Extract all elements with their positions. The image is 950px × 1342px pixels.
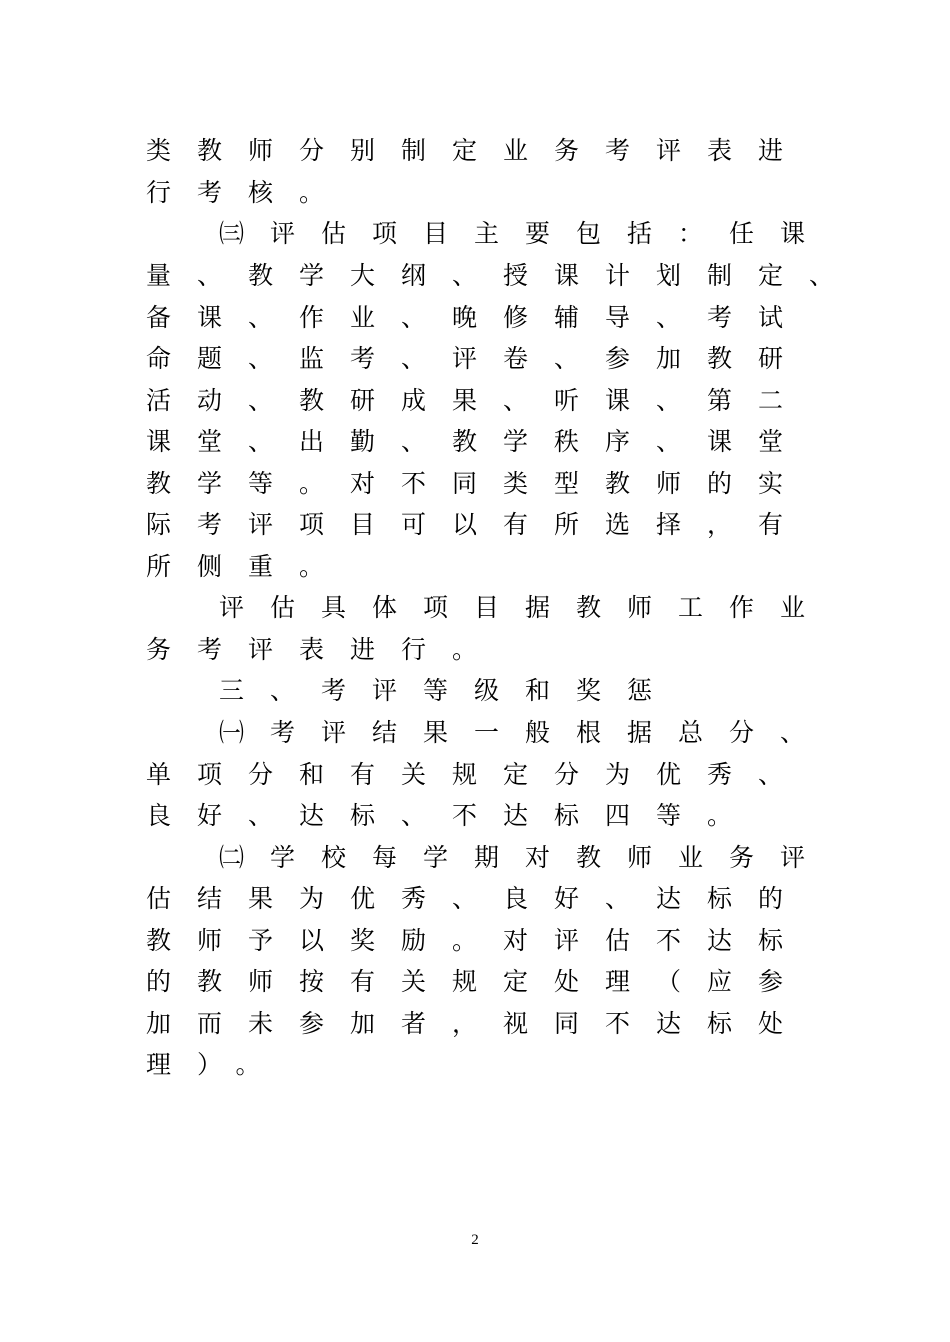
text-line: 际考评项目可以有所选择，有 (146, 510, 810, 539)
text-line: 命题、监考、评卷、参加教研 (146, 344, 810, 373)
text-line: 类教师分别制定业务考评表进 (146, 136, 810, 165)
text-line: ㈢评估项目主要包括：任课 (219, 219, 832, 248)
text-line: ㈠考评结果一般根据总分、 (219, 718, 832, 747)
text-line: ㈡学校每学期对教师业务评 (219, 843, 832, 872)
text-line: 活动、教研成果、听课、第二 (146, 386, 810, 415)
text-line: 估结果为优秀、良好、达标的 (146, 884, 810, 913)
text-line: 单项分和有关规定分为优秀、 (146, 760, 810, 789)
text-line: 务考评表进行。 (146, 635, 504, 664)
text-line: 加而未参加者，视同不达标处 (146, 1009, 810, 1038)
text-line: 良好、达标、不达标四等。 (146, 801, 759, 830)
text-line: 行考核。 (146, 178, 351, 207)
text-line: 的教师按有关规定处理（应参 (146, 967, 810, 996)
text-line: 所侧重。 (146, 552, 351, 581)
text-line: 评估具体项目据教师工作业 (219, 593, 832, 622)
text-line: 量、教学大纲、授课计划制定、 (146, 261, 861, 290)
text-line: 理）。 (146, 1050, 287, 1079)
text-line: 教学等。对不同类型教师的实 (146, 469, 810, 498)
text-line: 课堂、出勤、教学秩序、课堂 (146, 427, 810, 456)
text-line: 教师予以奖励。对评估不达标 (146, 926, 810, 955)
section-heading: 三、考评等级和奖惩 (219, 676, 679, 705)
page-number: 2 (471, 1232, 479, 1248)
text-line: 备课、作业、晚修辅导、考试 (146, 303, 810, 332)
